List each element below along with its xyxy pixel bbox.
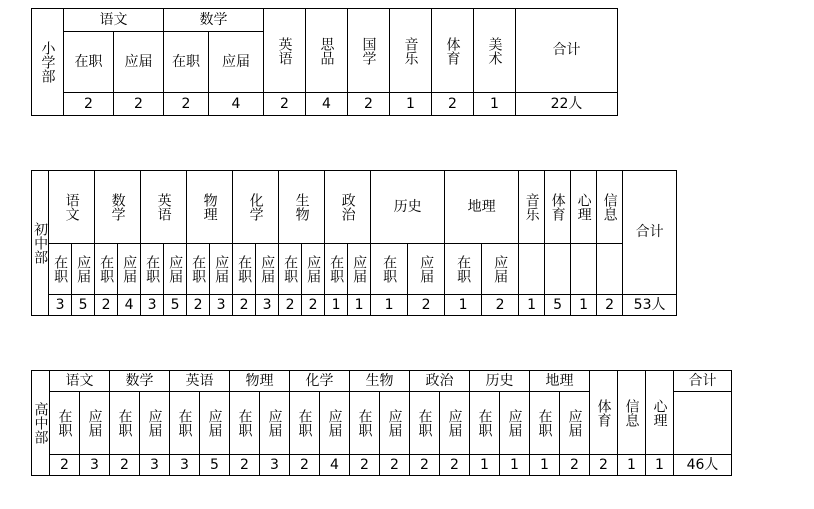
subject-header-informatics: 信息 — [597, 171, 623, 244]
value-cell: 2 — [380, 455, 410, 476]
value-cell: 2 — [264, 93, 306, 116]
subject-header-chinese: 语文 — [50, 371, 110, 392]
total-value: 22人 — [516, 93, 618, 116]
subheader-physics-incumbent: 在职 — [230, 392, 260, 455]
subject-header-physics: 物理 — [187, 171, 233, 244]
value-cell: 2 — [482, 295, 519, 316]
subheader-chemistry-incumbent: 在职 — [233, 244, 256, 295]
subheader-history-graduate: 应届 — [408, 244, 445, 295]
subheader-history-incumbent: 在职 — [371, 244, 408, 295]
value-cell: 1 — [571, 295, 597, 316]
subheader-politics-graduate: 应届 — [440, 392, 470, 455]
value-cell: 5 — [200, 455, 230, 476]
spacer-cell — [571, 244, 597, 295]
value-cell: 5 — [72, 295, 95, 316]
subheader-chinese-incumbent: 在职 — [50, 392, 80, 455]
primary-school-table-wrapper — [31, 8, 618, 116]
subheader-history-incumbent: 在职 — [470, 392, 500, 455]
subject-header-politics: 政治 — [410, 371, 470, 392]
subject-header-guoxue: 国学 — [348, 9, 390, 93]
total-value: 46人 — [674, 455, 732, 476]
value-cell: 2 — [187, 295, 210, 316]
table-row — [32, 244, 677, 295]
section-label-cell: 小学部 — [32, 9, 64, 116]
subject-header-informatics: 信息 — [618, 371, 646, 455]
subject-header-politics: 政治 — [325, 171, 371, 244]
subject-header-music: 音乐 — [519, 171, 545, 244]
section-label-cell: 初中部 — [32, 171, 49, 316]
subject-header-music: 音乐 — [390, 9, 432, 93]
value-cell: 1 — [646, 455, 674, 476]
subject-header-physics: 物理 — [230, 371, 290, 392]
subheader-biology-incumbent: 在职 — [350, 392, 380, 455]
spacer-cell — [674, 392, 732, 455]
spacer-cell — [519, 244, 545, 295]
subheader-math-incumbent: 在职 — [95, 244, 118, 295]
subject-header-math: 数学 — [110, 371, 170, 392]
table-row — [32, 9, 618, 32]
subheader-english-incumbent: 在职 — [141, 244, 164, 295]
subject-header-chemistry: 化学 — [290, 371, 350, 392]
subject-header-math: 数学 — [95, 171, 141, 244]
value-cell: 3 — [140, 455, 170, 476]
value-cell: 5 — [545, 295, 571, 316]
value-cell: 4 — [306, 93, 348, 116]
value-cell: 1 — [371, 295, 408, 316]
subheader-biology-incumbent: 在职 — [279, 244, 302, 295]
subject-header-biology: 生物 — [350, 371, 410, 392]
value-cell: 2 — [597, 295, 623, 316]
subheader-chinese-graduate: 应届 — [72, 244, 95, 295]
subject-header-english: 英语 — [264, 9, 306, 93]
subheader-english-graduate: 应届 — [164, 244, 187, 295]
subheader-math-incumbent: 在职 — [164, 32, 209, 93]
subheader-chinese-incumbent: 在职 — [64, 32, 114, 93]
junior-high-table — [31, 170, 677, 316]
subheader-geography-incumbent: 在职 — [530, 392, 560, 455]
value-cell: 2 — [350, 455, 380, 476]
subheader-english-graduate: 应届 — [200, 392, 230, 455]
subject-header-biology: 生物 — [279, 171, 325, 244]
value-cell: 2 — [95, 295, 118, 316]
subject-header-pe: 体育 — [590, 371, 618, 455]
value-cell: 1 — [474, 93, 516, 116]
value-cell: 3 — [141, 295, 164, 316]
value-cell: 2 — [50, 455, 80, 476]
value-cell: 3 — [49, 295, 72, 316]
value-cell: 1 — [519, 295, 545, 316]
value-cell: 2 — [432, 93, 474, 116]
value-cell: 1 — [348, 295, 371, 316]
subheader-chemistry-graduate: 应届 — [256, 244, 279, 295]
subheader-math-incumbent: 在职 — [110, 392, 140, 455]
senior-high-table-wrapper — [31, 370, 732, 476]
value-cell: 2 — [408, 295, 445, 316]
total-header: 合计 — [516, 9, 618, 93]
table-row — [32, 371, 732, 392]
value-cell: 3 — [170, 455, 200, 476]
value-cell: 2 — [590, 455, 618, 476]
subheader-history-graduate: 应届 — [500, 392, 530, 455]
table-row — [32, 93, 618, 116]
value-cell: 2 — [279, 295, 302, 316]
subheader-math-graduate: 应届 — [209, 32, 264, 93]
value-cell: 2 — [114, 93, 164, 116]
value-cell: 1 — [618, 455, 646, 476]
value-cell: 3 — [80, 455, 110, 476]
subject-header-pe: 体育 — [545, 171, 571, 244]
table-row — [32, 171, 677, 244]
subject-header-chinese: 语文 — [64, 9, 164, 32]
value-cell: 2 — [233, 295, 256, 316]
spacer-cell — [545, 244, 571, 295]
value-cell: 2 — [440, 455, 470, 476]
value-cell: 2 — [164, 93, 209, 116]
section-label-cell: 高中部 — [32, 371, 50, 476]
value-cell: 1 — [470, 455, 500, 476]
subject-header-pe: 体育 — [432, 9, 474, 93]
subject-header-psychology: 心理 — [571, 171, 597, 244]
subheader-chinese-graduate: 应届 — [114, 32, 164, 93]
subheader-geography-incumbent: 在职 — [445, 244, 482, 295]
value-cell: 4 — [320, 455, 350, 476]
total-header: 合计 — [623, 171, 677, 295]
subject-header-art: 美术 — [474, 9, 516, 93]
value-cell: 1 — [325, 295, 348, 316]
subheader-politics-incumbent: 在职 — [410, 392, 440, 455]
total-header: 合计 — [674, 371, 732, 392]
value-cell: 4 — [209, 93, 264, 116]
subheader-physics-incumbent: 在职 — [187, 244, 210, 295]
subject-header-psychology: 心理 — [646, 371, 674, 455]
subject-header-history: 历史 — [470, 371, 530, 392]
value-cell: 2 — [560, 455, 590, 476]
subheader-physics-graduate: 应届 — [210, 244, 233, 295]
subheader-physics-graduate: 应届 — [260, 392, 290, 455]
value-cell: 1 — [530, 455, 560, 476]
subheader-chemistry-incumbent: 在职 — [290, 392, 320, 455]
subheader-biology-graduate: 应届 — [302, 244, 325, 295]
value-cell: 1 — [500, 455, 530, 476]
value-cell: 2 — [64, 93, 114, 116]
value-cell: 2 — [110, 455, 140, 476]
table-row — [32, 295, 677, 316]
value-cell: 5 — [164, 295, 187, 316]
value-cell: 1 — [445, 295, 482, 316]
primary-school-table — [31, 8, 618, 116]
subject-header-geography: 地理 — [445, 171, 519, 244]
subject-header-moral: 思品 — [306, 9, 348, 93]
value-cell: 2 — [348, 93, 390, 116]
subject-header-math: 数学 — [164, 9, 264, 32]
value-cell: 3 — [256, 295, 279, 316]
value-cell: 2 — [230, 455, 260, 476]
subject-header-history: 历史 — [371, 171, 445, 244]
junior-high-table-wrapper — [31, 170, 677, 316]
value-cell: 3 — [260, 455, 290, 476]
subject-header-english: 英语 — [141, 171, 187, 244]
subheader-chemistry-graduate: 应届 — [320, 392, 350, 455]
subheader-biology-graduate: 应届 — [380, 392, 410, 455]
subject-header-chemistry: 化学 — [233, 171, 279, 244]
subheader-geography-graduate: 应届 — [560, 392, 590, 455]
subheader-math-graduate: 应届 — [118, 244, 141, 295]
subject-header-chinese: 语文 — [49, 171, 95, 244]
value-cell: 3 — [210, 295, 233, 316]
spacer-cell — [597, 244, 623, 295]
subheader-math-graduate: 应届 — [140, 392, 170, 455]
subheader-politics-incumbent: 在职 — [325, 244, 348, 295]
value-cell: 2 — [410, 455, 440, 476]
subject-header-geography: 地理 — [530, 371, 590, 392]
table-row — [32, 455, 732, 476]
subject-header-english: 英语 — [170, 371, 230, 392]
subheader-politics-graduate: 应届 — [348, 244, 371, 295]
subheader-geography-graduate: 应届 — [482, 244, 519, 295]
subheader-chinese-incumbent: 在职 — [49, 244, 72, 295]
subheader-english-incumbent: 在职 — [170, 392, 200, 455]
senior-high-table — [31, 370, 732, 476]
subheader-chinese-graduate: 应届 — [80, 392, 110, 455]
value-cell: 2 — [302, 295, 325, 316]
value-cell: 1 — [390, 93, 432, 116]
total-value: 53人 — [623, 295, 677, 316]
value-cell: 4 — [118, 295, 141, 316]
value-cell: 2 — [290, 455, 320, 476]
